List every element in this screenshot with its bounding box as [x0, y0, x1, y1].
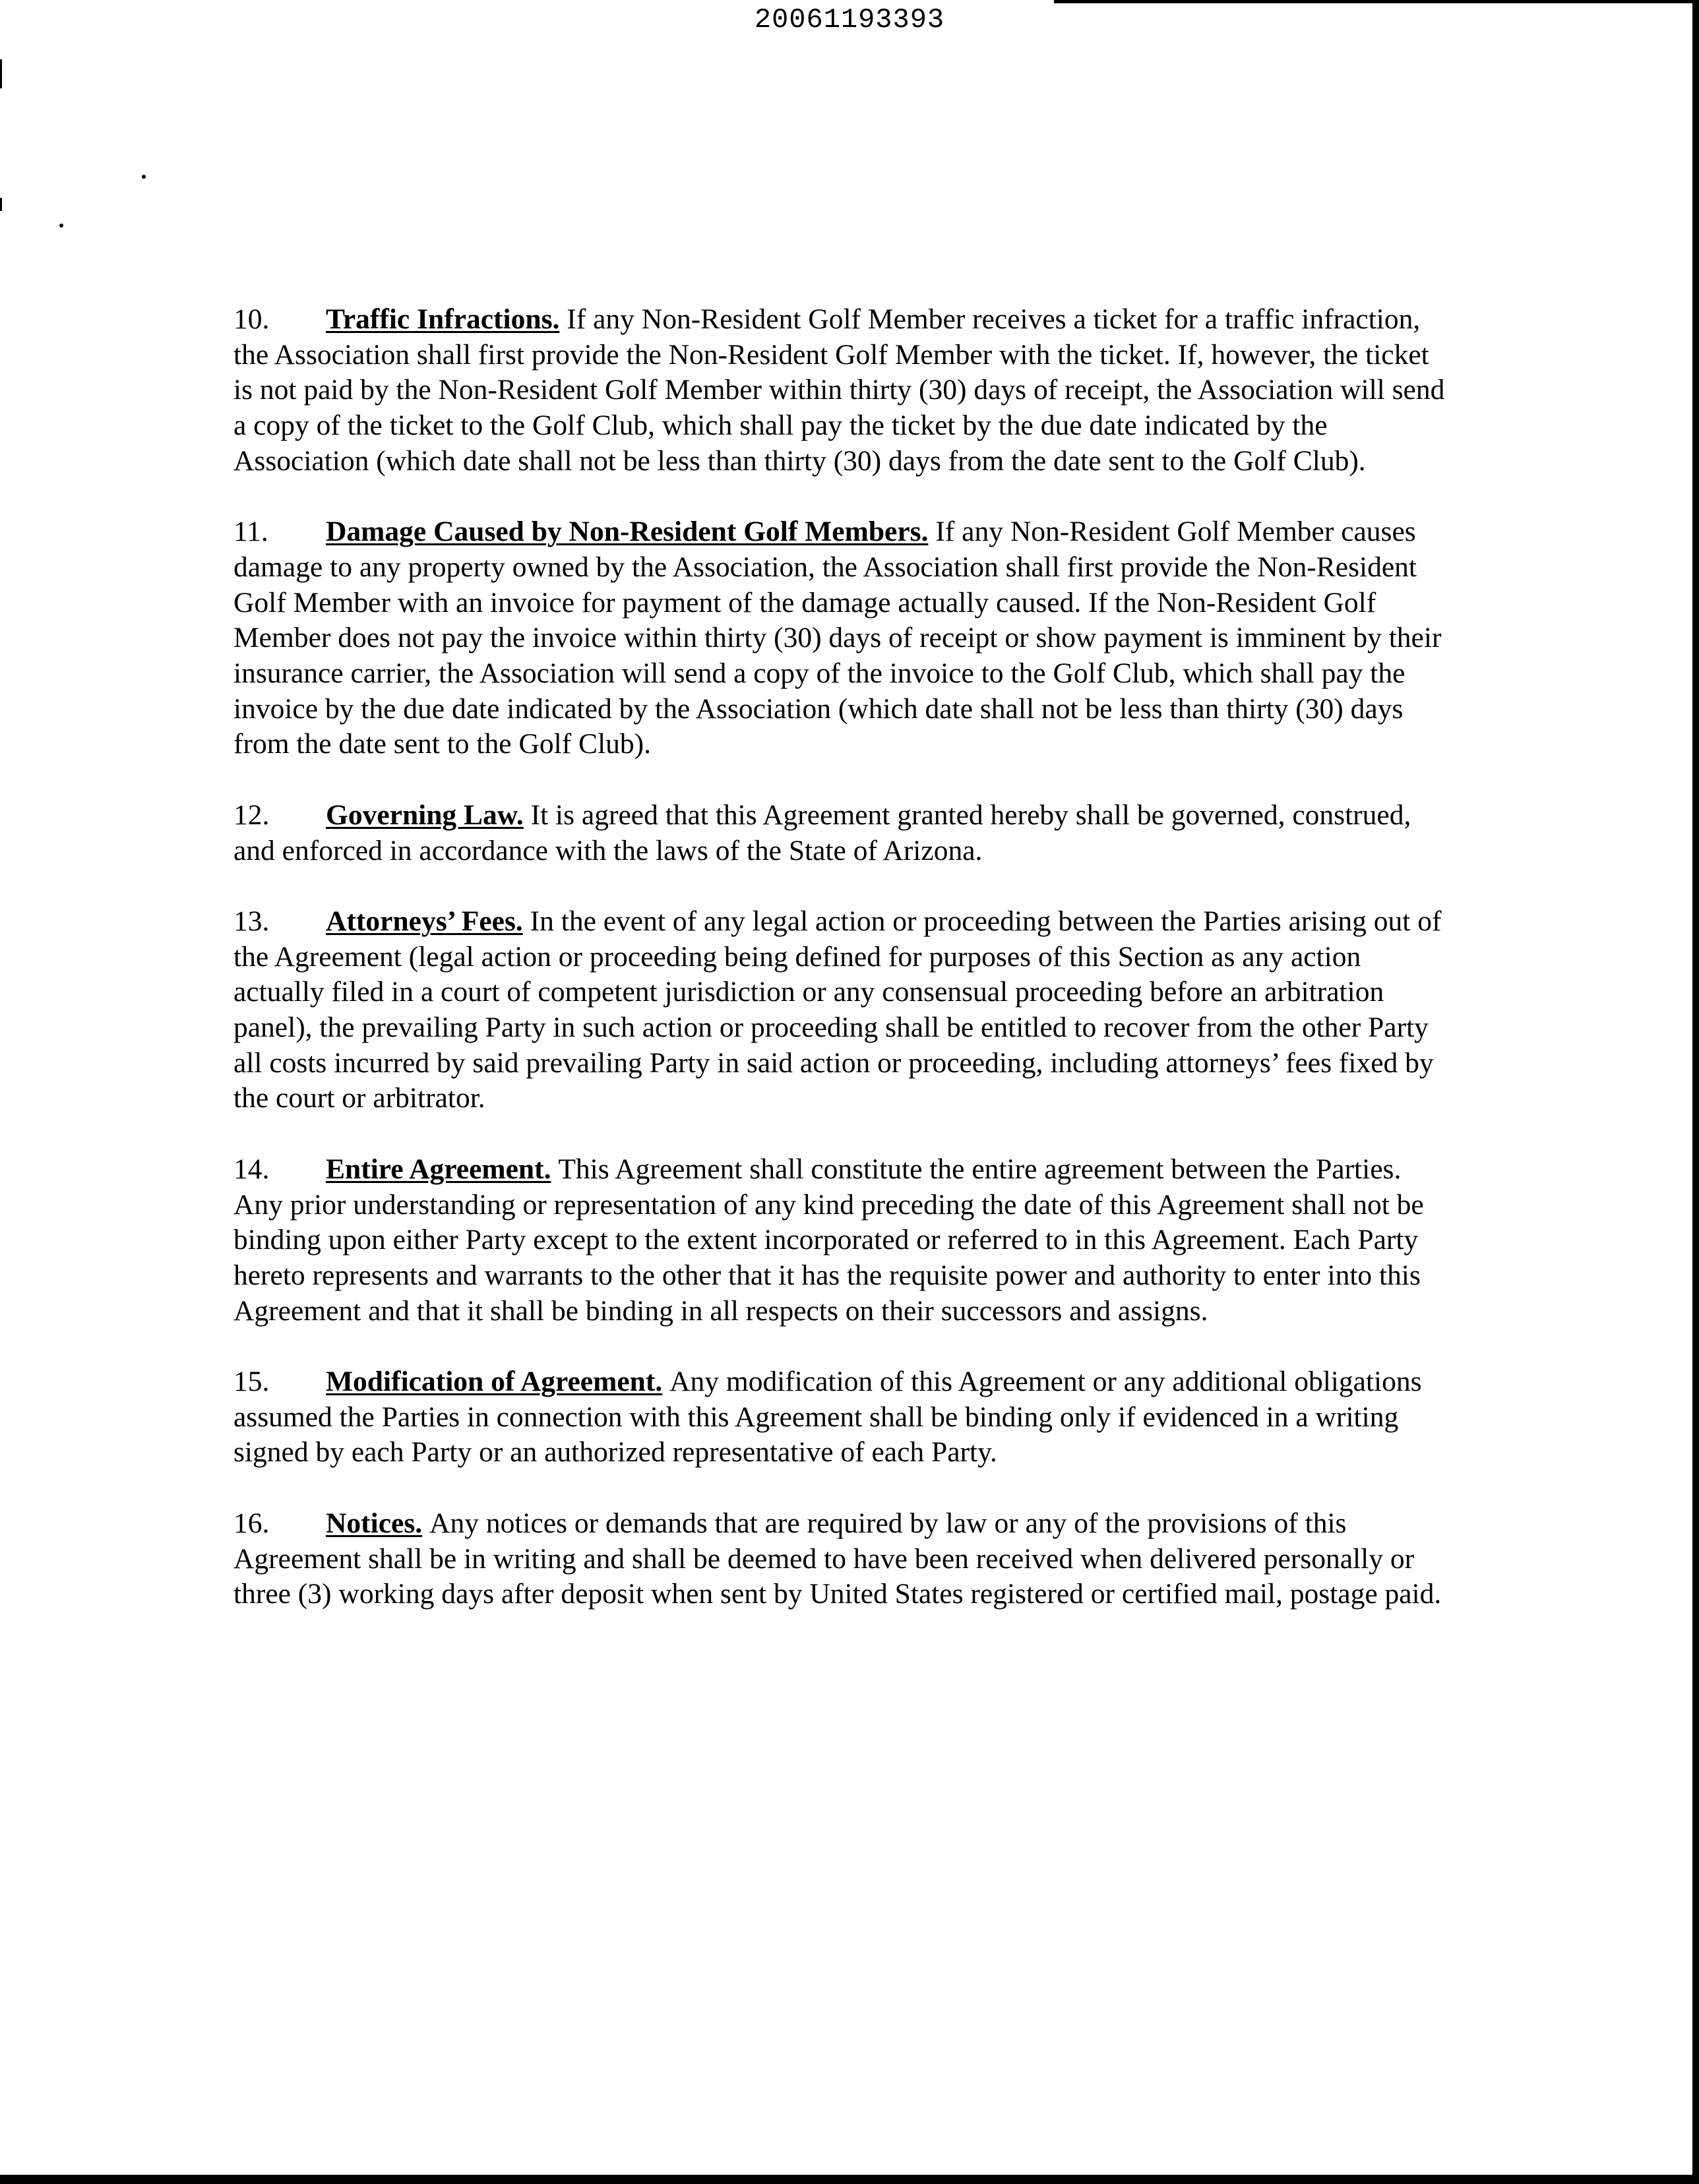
section-text: In the event of any legal action or proceeding between the Parties arising out of the Agreement (legal action or proceeding being defined for purposes of this Section as any action actually filed in a court of competent jurisdiction or any consensual proceeding before an arbitration panel), the prevailing Party in such action or proceeding shall be entitled to recover from the other Party all costs incurred by said prevailing Party in said action or proceeding, including attorneys’ fees fixed by the court or arbitrator.	[233, 905, 1442, 1114]
section-text: If any Non-Resident Golf Member receives a ticket for a traffic infraction, the Association shall first provide the Non-Resident Golf Member with the ticket. If, however, the ticket is not paid by the Non-Resident Golf Member within thirty (30) days of receipt, the Association will send a copy of the ticket to the Golf Club, which shall pay the ticket by the due date indicated by the Association (which date shall not be less than thirty (30) days from the date sent to the Golf Club).	[233, 303, 1445, 477]
section-heading: Entire Agreement.	[326, 1153, 551, 1185]
section-traffic-infractions	[233, 302, 1454, 479]
document-id-number: 20061193393	[754, 4, 945, 36]
section-heading: Traffic Infractions.	[326, 303, 560, 335]
section-heading: Governing Law.	[326, 799, 524, 831]
section-damage-caused	[233, 514, 1454, 762]
scan-border-top	[1054, 0, 1699, 3]
section-heading: Modification of Agreement.	[326, 1366, 663, 1398]
section-number: 14.	[233, 1153, 270, 1185]
scan-mark	[0, 198, 2, 211]
section-number: 12.	[233, 799, 270, 831]
section-text: This Agreement shall constitute the entire agreement between the Parties. Any prior understanding or representation of any kind preceding the date of this Agreement shall not be binding upon either Party except to the extent incorporated or referred to in this Agreement. Each Party hereto represents and warrants to the other that it has the requisite power and authority to enter into this Agreement and that it shall be binding in all respects on their successors and assigns.	[233, 1153, 1424, 1327]
section-heading: Damage Caused by Non-Resident Golf Members.	[326, 516, 929, 548]
scan-speck	[142, 175, 146, 179]
section-text: If any Non-Resident Golf Member causes damage to any property owned by the Association, the Association shall first provide the Non-Resident Golf Member with an invoice for payment of the damage actually caused. If the Non-Resident Golf Member does not pay the invoice within thirty (30) days of receipt or show payment is imminent by their insurance carrier, the Association will send a copy of the invoice to the Golf Club, which shall pay the invoice by the due date indicated by the Association (which date shall not be less than thirty (30) days from the date sent to the Golf Club).	[233, 516, 1442, 760]
section-heading: Attorneys’ Fees.	[326, 905, 523, 937]
scan-border-right	[1692, 0, 1699, 2184]
section-attorneys-fees	[233, 904, 1454, 1116]
section-notices	[233, 1506, 1454, 1612]
scan-mark	[0, 59, 2, 88]
section-number: 13.	[233, 905, 270, 937]
section-governing-law	[233, 798, 1454, 868]
section-text: It is agreed that this Agreement granted hereby shall be governed, construed, and enforced in accordance with the laws of the State of Arizona.	[233, 799, 1411, 866]
section-number: 15.	[233, 1366, 270, 1398]
section-number: 16.	[233, 1507, 270, 1539]
scan-border-bottom	[0, 2175, 1699, 2184]
section-text: Any notices or demands that are required by law or any of the provisions of this Agreement shall be in writing and shall be deemed to have been received when delivered personally or three (3) working days after deposit when sent by United States registered or certified mail, postage paid.	[233, 1507, 1442, 1610]
document-body	[233, 302, 1454, 1648]
section-number: 11.	[233, 516, 268, 548]
section-heading: Notices.	[326, 1507, 423, 1539]
section-number: 10.	[233, 303, 270, 335]
section-text: Any modification of this Agreement or any additional obligations assumed the Parties in connection with this Agreement shall be binding only if evidenced in a writing signed by each Party or an authorized representative of each Party.	[233, 1366, 1422, 1469]
section-entire-agreement	[233, 1152, 1454, 1329]
section-modification-of-agreement	[233, 1364, 1454, 1471]
scan-speck	[59, 224, 63, 228]
